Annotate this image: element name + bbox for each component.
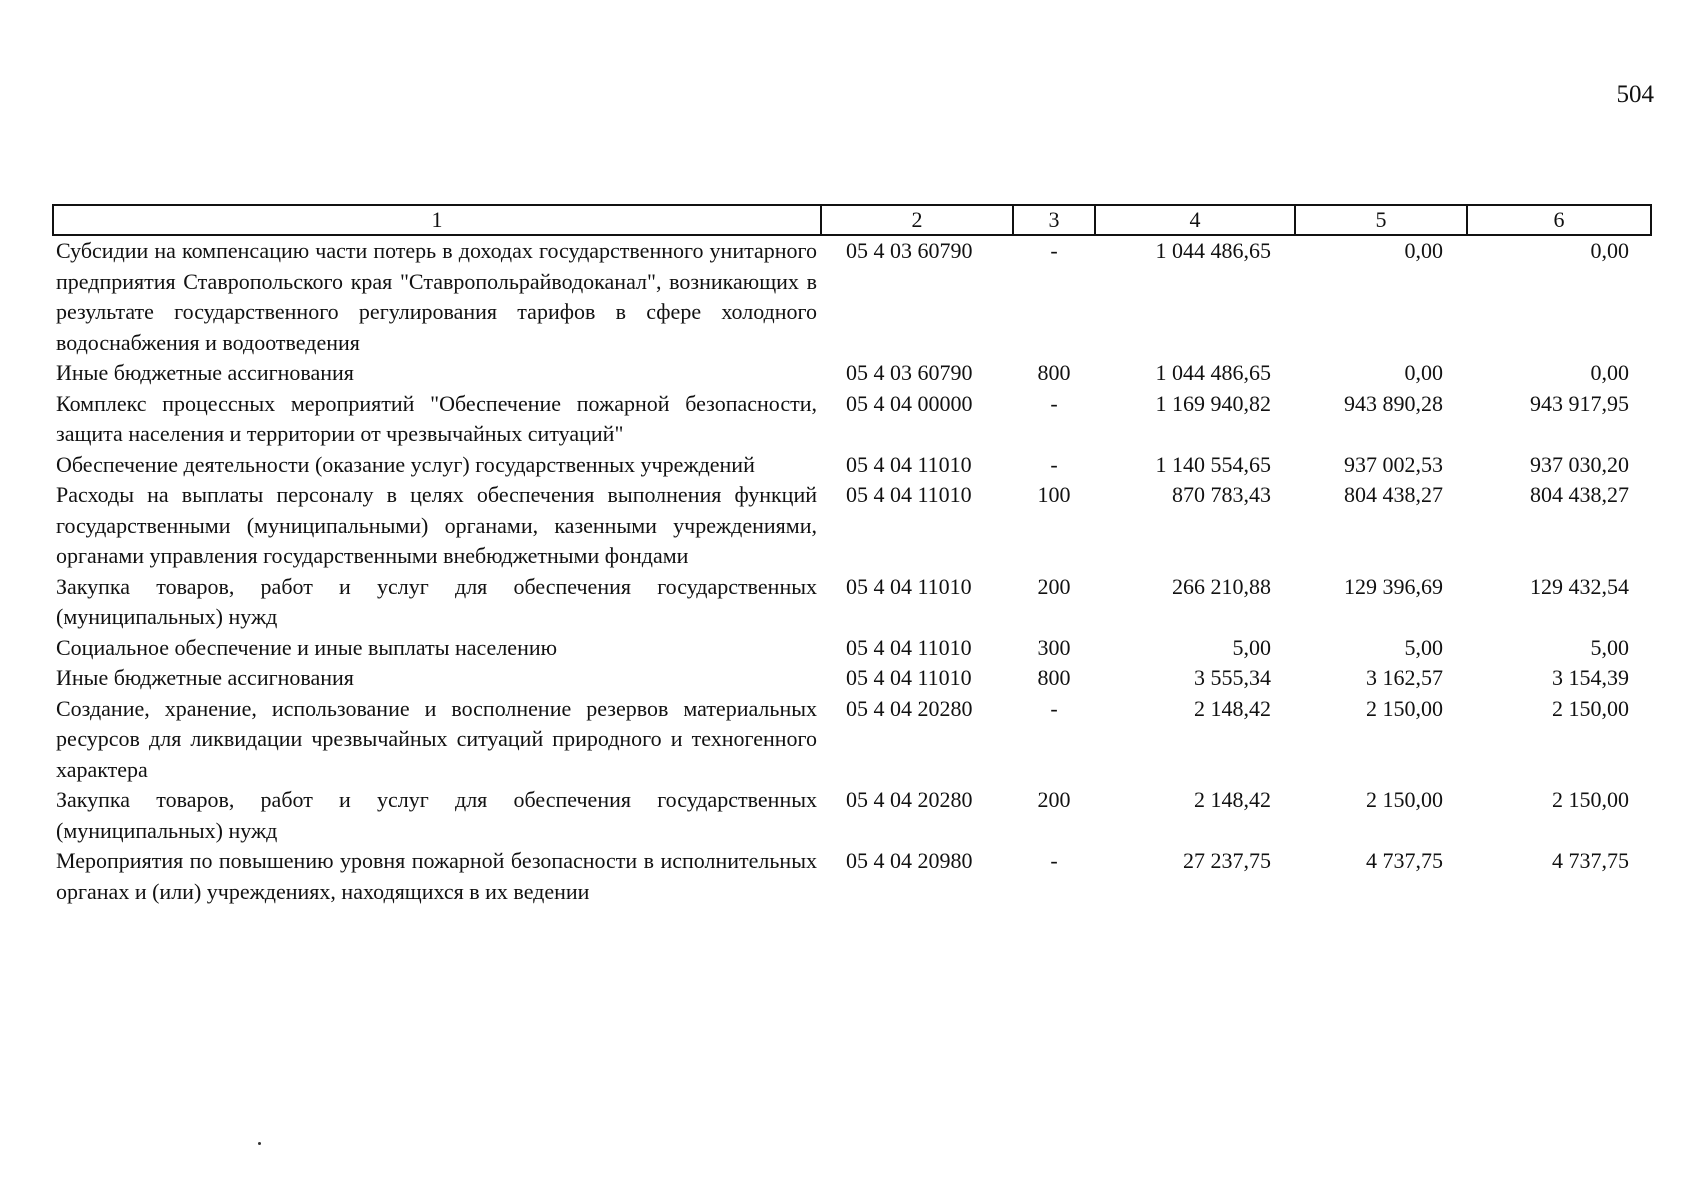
row-name: Комплекс процессных мероприятий "Обеспечение пожарной безопасности, защита населения и территории от чрезвычайных ситуаций": [56, 390, 817, 446]
table-row: [53, 785, 1651, 846]
row-value-6: 3 154,39: [1552, 665, 1629, 690]
row-value-4: 1 044 486,65: [1155, 360, 1271, 385]
table-row: [53, 480, 1651, 572]
row-value-4: 3 555,34: [1194, 665, 1271, 690]
row-value-4: 1 169 940,82: [1155, 390, 1271, 416]
row-value-6: 937 030,20: [1530, 451, 1629, 477]
row-name: Иные бюджетные ассигнования: [56, 360, 354, 385]
row-value-6: 943 917,95: [1530, 390, 1629, 416]
row-value-5: 0,00: [1404, 360, 1443, 385]
row-value-4: 1 140 554,65: [1155, 451, 1271, 477]
row-value-5: 937 002,53: [1344, 451, 1443, 477]
table-row: [53, 235, 1651, 358]
row-code: 05 4 04 11010: [846, 665, 972, 690]
row-value-5: 5,00: [1404, 634, 1443, 660]
table-row: [53, 358, 1651, 389]
row-type: -: [1050, 238, 1058, 263]
page-number: 504: [1616, 81, 1654, 108]
row-code: 05 4 04 20280: [846, 787, 973, 812]
row-name: Создание, хранение, использование и восполнение резервов материальных ресурсов для ликвидации чрезвычайных ситуаций природного и техногенного характера: [56, 695, 817, 782]
row-value-6: 804 438,27: [1530, 482, 1629, 507]
table-header: [53, 205, 1651, 235]
budget-table-container: [52, 204, 1650, 907]
header-col-4: 4: [1095, 205, 1295, 235]
table-row: [53, 663, 1651, 694]
row-value-6: 4 737,75: [1552, 848, 1629, 873]
row-type: 100: [1037, 482, 1071, 507]
row-value-5: 2 150,00: [1366, 787, 1443, 812]
table-row: [53, 846, 1651, 907]
row-type: 300: [1037, 634, 1071, 660]
row-code: 05 4 04 11010: [846, 451, 972, 477]
table-row: [53, 572, 1651, 633]
row-value-6: 0,00: [1590, 360, 1629, 385]
row-code: 05 4 04 11010: [846, 482, 972, 507]
row-value-4: 870 783,43: [1172, 482, 1271, 507]
row-type: 800: [1037, 360, 1071, 385]
row-value-6: 2 150,00: [1552, 787, 1629, 812]
row-code: 05 4 03 60790: [846, 238, 973, 263]
table-row: [53, 633, 1651, 664]
row-code: 05 4 04 20280: [846, 695, 973, 721]
row-value-5: 4 737,75: [1366, 848, 1443, 873]
row-value-6: 129 432,54: [1530, 573, 1629, 599]
row-value-6: 0,00: [1590, 238, 1629, 263]
row-code: 05 4 04 00000: [846, 390, 973, 416]
row-value-4: 1 044 486,65: [1155, 238, 1271, 263]
header-col-5: 5: [1295, 205, 1467, 235]
row-name: Закупка товаров, работ и услуг для обеспечения государственных (муниципальных) нужд: [56, 573, 817, 629]
row-code: 05 4 04 11010: [846, 634, 972, 660]
row-value-5: 943 890,28: [1344, 390, 1443, 416]
row-code: 05 4 04 20980: [846, 848, 973, 873]
table-row: [53, 450, 1651, 481]
row-type: 200: [1037, 573, 1071, 599]
header-row: [53, 205, 1651, 235]
row-value-4: 2 148,42: [1194, 787, 1271, 812]
row-code: 05 4 04 11010: [846, 573, 972, 599]
table-row: [53, 389, 1651, 450]
row-type: -: [1050, 390, 1058, 416]
row-name: Мероприятия по повышению уровня пожарной безопасности в исполнительных органах и (или) учреждениях, находящихся в их ведении: [56, 848, 817, 904]
row-value-5: 0,00: [1404, 238, 1443, 263]
row-value-4: 2 148,42: [1194, 695, 1271, 721]
row-value-6: 5,00: [1590, 634, 1629, 660]
row-name: Закупка товаров, работ и услуг для обеспечения государственных (муниципальных) нужд: [56, 787, 817, 843]
scan-speck: [258, 1142, 261, 1145]
row-value-4: 266 210,88: [1172, 573, 1271, 599]
row-type: -: [1050, 695, 1058, 721]
row-value-5: 3 162,57: [1366, 665, 1443, 690]
row-name: Социальное обеспечение и иные выплаты населению: [56, 634, 558, 660]
row-type: -: [1050, 451, 1058, 477]
row-type: -: [1050, 848, 1058, 873]
row-name: Расходы на выплаты персоналу в целях обеспечения выполнения функций государственными (муниципальными) органами, казенными учреждениями, органами управления государственными внебюджетными фондами: [56, 482, 817, 568]
row-value-5: 2 150,00: [1366, 695, 1443, 721]
row-value-4: 5,00: [1232, 634, 1271, 660]
row-value-5: 129 396,69: [1344, 573, 1443, 599]
row-name: Обеспечение деятельности (оказание услуг) государственных учреждений: [56, 451, 755, 477]
row-value-4: 27 237,75: [1183, 848, 1271, 873]
budget-table: [52, 204, 1652, 907]
row-type: 200: [1037, 787, 1071, 812]
row-value-6: 2 150,00: [1552, 695, 1629, 721]
row-value-5: 804 438,27: [1344, 482, 1443, 507]
header-col-2: 2: [821, 205, 1013, 235]
row-code: 05 4 03 60790: [846, 360, 973, 385]
table-body: [53, 235, 1651, 907]
row-type: 800: [1037, 665, 1071, 690]
header-col-6: 6: [1467, 205, 1651, 235]
table-row: [53, 694, 1651, 786]
row-name: Субсидии на компенсацию части потерь в доходах государственного унитарного предприятия Ставропольского края "Ставропольрайводоканал", возникающих в результате государственного регулирования тарифов в сфере холодного водоснабжения и водоотведения: [56, 238, 817, 355]
header-col-3: 3: [1013, 205, 1095, 235]
header-col-1: 1: [53, 205, 821, 235]
row-name: Иные бюджетные ассигнования: [56, 665, 354, 690]
